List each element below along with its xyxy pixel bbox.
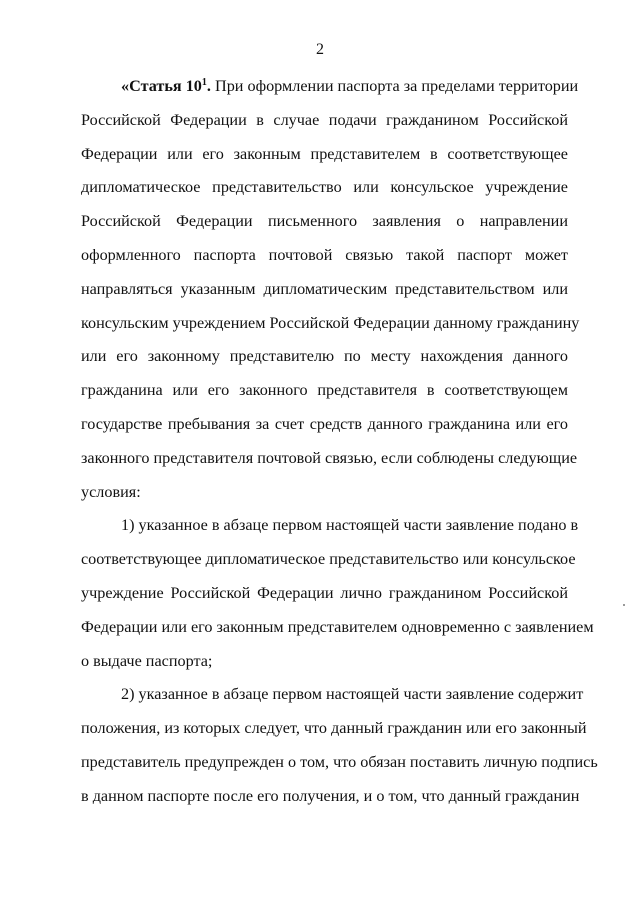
paragraph-line: гражданина или его законного представителя в соответствующем: [81, 381, 568, 400]
paragraph-line: законного представителя почтовой связью, если соблюдены следующие: [81, 448, 578, 467]
paragraph-line: государстве пребывания за счет средств данного гражданина или его: [81, 414, 568, 433]
paragraph-last-line: условия:: [81, 482, 141, 501]
paragraph-line: или его законному представителю по месту нахождения данного: [81, 347, 568, 366]
paragraph-line: оформленного паспорта почтовой связью такой паспорт может: [81, 245, 568, 264]
list-item-1-line: 1) указанное в абзаце первом настоящей части заявление подано в: [121, 516, 579, 535]
paragraph-line: Российской Федерации письменного заявления о направлении: [81, 212, 568, 231]
paragraph-line: консульским учреждением Российской Федерации данному гражданину: [81, 313, 580, 332]
list-item-1-line: соответствующее дипломатическое представительство или консульское: [81, 550, 576, 569]
scan-speck: [623, 604, 625, 606]
article-title-text: Статья 10: [129, 77, 202, 95]
article-title-period: .: [206, 77, 211, 95]
list-item-2-line: положения, из которых следует, что данный гражданин или его законный: [81, 719, 587, 738]
list-item-1-last-line: о выдаче паспорта;: [81, 651, 213, 670]
paragraph-line: дипломатическое представительство или консульское учреждение: [81, 178, 568, 197]
paragraph-line: Российской Федерации в случае подачи гражданином Российской: [81, 110, 568, 129]
paragraph-line: направляться указанным дипломатическим представительством или: [81, 279, 568, 298]
paragraph-line: Федерации или его законным представителем в соответствующее: [81, 144, 568, 163]
list-item-2-line: представитель предупрежден о том, что обязан поставить личную подпись: [81, 752, 598, 771]
article-body: [81, 76, 598, 820]
article-heading-line: [81, 76, 579, 110]
article-title-superscript: 1: [201, 77, 207, 88]
article-title: [121, 77, 211, 95]
list-item-1-line: Федерации или его законным представителем одновременно с заявлением: [81, 617, 594, 636]
list-item-2-line: 2) указанное в абзаце первом настоящей части заявление содержит: [121, 685, 584, 704]
list-item-1-line: учреждение Российской Федерации лично гражданином Российской: [81, 583, 568, 602]
open-quote: «: [121, 77, 130, 95]
article-first-line-text: При оформлении паспорта за пределами территории: [210, 77, 579, 95]
page-number: 2: [316, 41, 324, 58]
list-item-2-line: в данном паспорте после его получения, и о том, что данный гражданин: [81, 786, 580, 805]
